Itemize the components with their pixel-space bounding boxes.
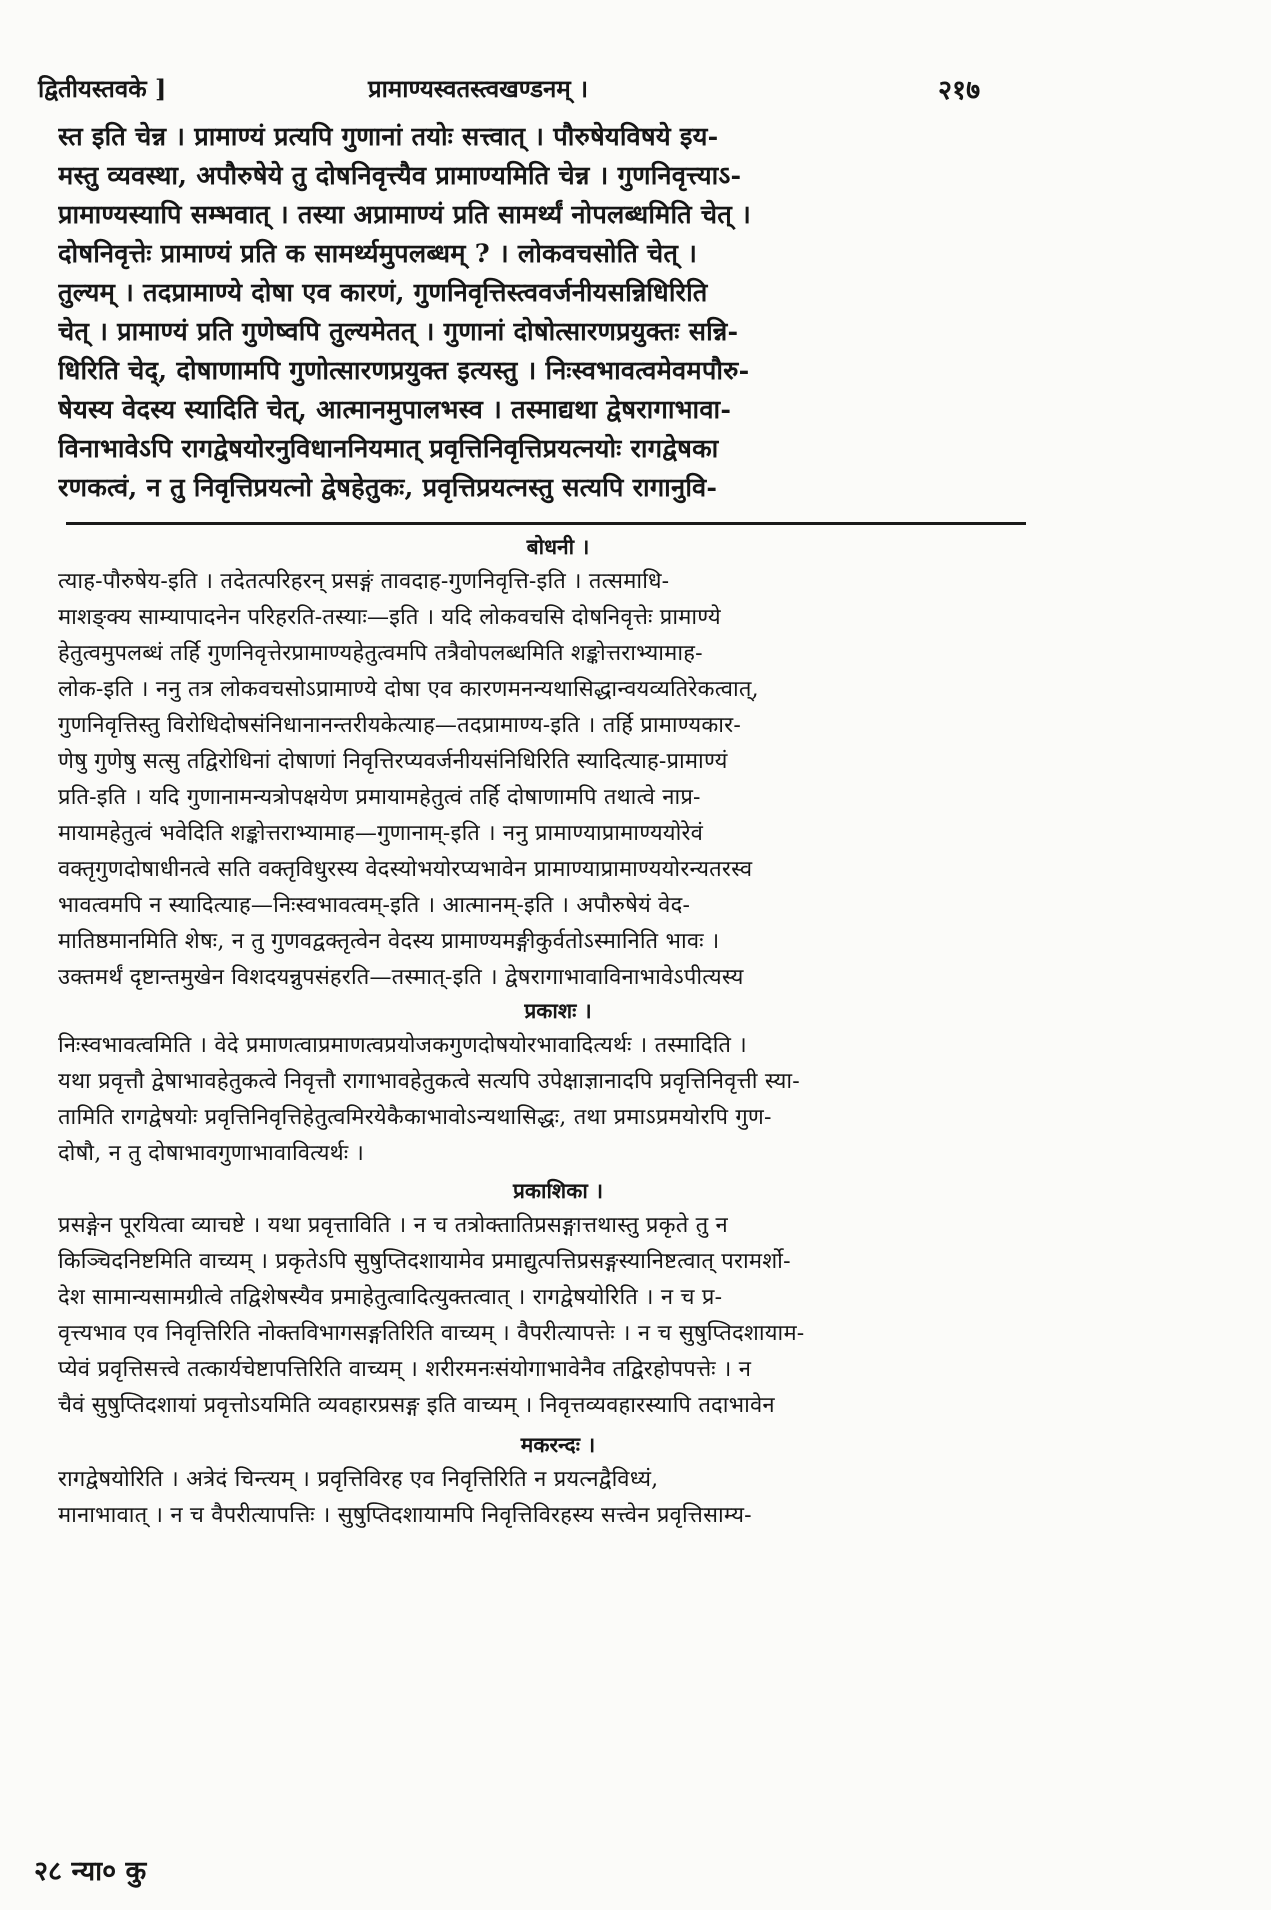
main-text-line: मस्तु व्यवस्था, अपौरुषेये तु दोषनिवृत्त्यैव प्रामाण्यमिति चेन्न । गुणनिवृत्त्याऽ- [58, 161, 742, 191]
commentary-line: प्रति-इति । यदि गुणानामन्यत्रोपक्षयेण प्रमायामहेतुत्वं तर्हि दोषाणामपि तथात्वे नाप्र- [58, 785, 701, 810]
commentary-line: उक्तमर्थं दृष्टान्तमुखेन विशदयन्नुपसंहरति—तस्मात्-इति । द्वेषरागाभावाविनाभावेऽपीत्यस्य [58, 965, 744, 990]
commentary-line: प्रसङ्गेन पूरयित्वा व्याचष्टे । यथा प्रवृत्ताविति । न च तत्रोक्तातिप्रसङ्गात्तथास्तु प्रकृते तु न [58, 1213, 728, 1238]
commentary-divider [66, 522, 1026, 525]
section-heading-makaranda: मकरन्दः । [520, 1432, 596, 1457]
commentary-line: रागद्वेषयोरिति । अत्रेदं चिन्त्यम् । प्रवृत्तिविरह एव निवृत्तिरिति न प्रयत्नद्वैविध्यं, [58, 1467, 659, 1492]
commentary-line: यथा प्रवृत्तौ द्वेषाभावहेतुकत्वे निवृत्तौ रागाभावहेतुकत्वे सत्यपि उपेक्षाज्ञानादपि प्रवृत्तिनिवृत्ती स्या- [58, 1069, 800, 1094]
commentary-line: मातिष्ठमानमिति शेषः, न तु गुणवद्वक्तृत्वेन वेदस्य प्रामाण्यमङ्गीकुर्वतोऽस्मानिति भावः । [58, 929, 720, 954]
commentary-line: किञ्चिदनिष्टमिति वाच्यम् । प्रकृतेऽपि सुषुप्तिदशायामेव प्रमाद्युत्पत्तिप्रसङ्गस्यानिष्टत्वात् परामर्शो- [58, 1249, 791, 1274]
running-header [38, 66, 1048, 106]
commentary-line: गुणनिवृत्तिस्तु विरोधिदोषसंनिधानानन्तरीयकेत्याह—तदप्रामाण्य-इति । तर्हि प्रामाण्यकार- [58, 713, 742, 738]
main-text-line: स्त इति चेन्न । प्रामाण्यं प्रत्यपि गुणानां तयोः सत्त्वात् । पौरुषेयविषये इय- [58, 122, 719, 152]
prakasha-commentary [58, 1028, 1058, 1172]
commentary-line: मायामहेतुत्वं भवेदिति शङ्कोत्तराभ्यामाह—गुणानाम्-इति । ननु प्रामाण्याप्रामाण्ययोरेवं [58, 821, 704, 846]
commentary-line: माशङ्क्य साम्यापादनेन परिहरति-तस्याः—इति । यदि लोकवचसि दोषनिवृत्तेः प्रामाण्ये [58, 605, 721, 630]
bodhani-commentary [58, 564, 1058, 996]
main-text-line: षेयस्य वेदस्य स्यादिति चेत्, आत्मानमुपालभस्व । तस्माद्यथा द्वेषरागाभावा- [58, 395, 732, 425]
commentary-line: भावत्वमपि न स्यादित्याह—निःस्वभावत्वम्-इति । आत्मानम्-इति । अपौरुषेयं वेद- [58, 893, 691, 918]
commentary-line: त्याह-पौरुषेय-इति । तदेतत्परिहरन् प्रसङ्गं तावदाह-गुणनिवृत्ति-इति । तत्समाधि- [58, 569, 670, 594]
main-text-line: दोषनिवृत्तेः प्रामाण्यं प्रति क सामर्थ्यमुपलब्धम् ? । लोकवचसोति चेत् । [58, 239, 698, 269]
commentary-line: तामिति रागद्वेषयोः प्रवृत्तिनिवृत्तिहेतुत्वमिरयेकैकाभावोऽन्यथासिद्धः, तथा प्रमाऽप्रमयोरपि गुण- [58, 1105, 772, 1130]
section-heading-bodhani: बोधनी । [526, 534, 590, 559]
main-text [58, 118, 1058, 508]
commentary-line: णेषु गुणेषु सत्सु तद्विरोधिनां दोषाणां निवृत्तिरप्यवर्जनीयसंनिधिरिति स्यादित्याह-प्रामाण्यं [58, 749, 728, 774]
commentary-line: निःस्वभावत्वमिति । वेदे प्रमाणत्वाप्रमाणत्वप्रयोजकगुणदोषयोरभावादित्यर्थः । तस्मादिति । [58, 1033, 747, 1058]
commentary-line: लोक-इति । ननु तत्र लोकवचसोऽप्रामाण्ये दोषा एव कारणमनन्यथासिद्धान्वयव्यतिरेकत्वात्, [58, 677, 759, 702]
chapter-label: द्वितीयस्तवके ] [38, 74, 167, 103]
main-text-line: विनाभावेऽपि रागद्वेषयोरनुविधाननियमात् प्रवृत्तिनिवृत्तिप्रयत्नयोः रागद्वेषका [58, 434, 719, 464]
commentary-line: देश सामान्यसामग्रीत्वे तद्विशेषस्यैव प्रमाहेतुत्वादित्युक्तत्वात् । रागद्वेषयोरिति । न च प्र- [58, 1285, 723, 1310]
main-text-line: प्रामाण्यस्यापि सम्भवात् । तस्या अप्रामाण्यं प्रति सामर्थ्यं नोपलब्धमिति चेत् । [58, 200, 751, 230]
main-text-line: चेत् । प्रामाण्यं प्रति गुणेष्वपि तुल्यमेतत् । गुणानां दोषोत्सारणप्रयुक्तः सन्नि- [58, 317, 739, 347]
printer-signature: २८ न्या० कु [34, 1856, 147, 1887]
main-text-line: धिरिति चेद्, दोषाणामपि गुणोत्सारणप्रयुक्त इत्यस्तु । निःस्वभावत्वमेवमपौरु- [58, 356, 750, 386]
main-text-line: तुल्यम् । तदप्रामाण्ये दोषा एव कारणं, गुणनिवृत्तिस्त्ववर्जनीयसन्निधिरिति [58, 278, 708, 308]
commentary-line: दोषौ, न तु दोषाभावगुणाभावावित्यर्थः । [58, 1141, 365, 1166]
main-text-line: रणकत्वं, न तु निवृत्तिप्रयत्नो द्वेषहेतुकः, प्रवृत्तिप्रयत्नस्तु सत्यपि रागानुवि- [58, 473, 718, 503]
section-heading-prakasha: प्रकाशः । [524, 998, 592, 1023]
section-title: प्रामाण्यस्वतस्त्वखण्डनम् । [368, 74, 589, 103]
commentary-line: मानाभावात् । न च वैपरीत्यापत्तिः । सुषुप्तिदशायामपि निवृत्तिविरहस्य सत्त्वेन प्रवृत्तिसाम्य- [58, 1503, 752, 1528]
section-heading-prakashika: प्रकाशिका । [512, 1178, 604, 1203]
makaranda-commentary [58, 1462, 1058, 1534]
page-number: २१७ [938, 75, 981, 106]
commentary-line: हेतुत्वमुपलब्धं तर्हि गुणनिवृत्तेरप्रामाण्यहेतुत्वमपि तत्रैवोपलब्धमिति शङ्कोत्तराभ्यामाह- [58, 641, 703, 666]
prakashika-commentary [58, 1208, 1058, 1424]
commentary-line: वृत्त्यभाव एव निवृत्तिरिति नोक्तविभागसङ्गतिरिति वाच्यम् । वैपरीत्यापत्तेः । न च सुषुप्तिदशायाम- [58, 1321, 805, 1346]
commentary-line: चैवं सुषुप्तिदशायां प्रवृत्तोऽयमिति व्यवहारप्रसङ्ग इति वाच्यम् । निवृत्तव्यवहारस्यापि तदाभावेन [58, 1393, 775, 1418]
commentary-line: वक्तृगुणदोषाधीनत्वे सति वक्तृविधुरस्य वेदस्योभयोरप्यभावेन प्रामाण्याप्रामाण्ययोरन्यतरस्व [58, 857, 753, 882]
commentary-line: प्येवं प्रवृत्तिसत्त्वे तत्कार्यचेष्टापत्तिरिति वाच्यम् । शरीरमनःसंयोगाभावेनैव तद्विरहोपपत्तेः । न [58, 1357, 752, 1382]
